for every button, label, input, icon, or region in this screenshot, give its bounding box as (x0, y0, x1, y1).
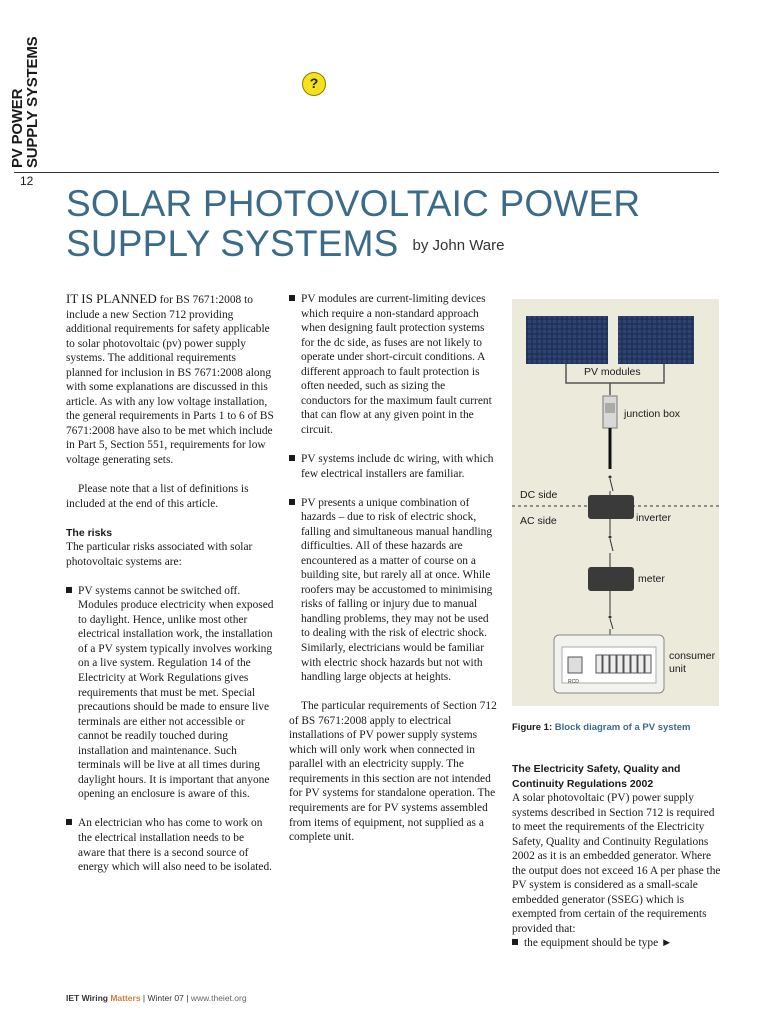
risk-bullet-1: PV systems cannot be switched off. Modules produce electricity when exposed to daylight. Hence, unlike most other electrical installation work, the installation of a PV system typically involves working on a live system. Regulation 14 of the Electricity at Work Regulations gives requirements that must be met. Special precautions should be made to ensure live terminals are either not accessible or cannot be readily touched during installation and maintenance. Such terminals will be live at all times during daylight hours. It is important that anyone opening an enclosure is aware of this. (78, 584, 274, 801)
footer-sep: | (140, 993, 148, 1003)
list-item (289, 496, 497, 685)
risk-bullet-4: PV systems include dc wiring, with which few electrical installers are familiar. (301, 452, 494, 480)
esqcr-heading-line1: The Electricity Safety, Quality and (512, 763, 681, 775)
list-item (512, 936, 724, 951)
ac-side-label: AC side (520, 515, 557, 527)
intro-paragraph (66, 292, 274, 468)
definitions-note: Please note that a list of definitions is included at the end of this article. (66, 483, 249, 510)
junction-box-label: junction box (624, 408, 681, 420)
dc-side-label: DC side (520, 489, 558, 501)
risk-bullet-3: PV modules are current-limiting devices which require a non-standard approach when designing fault protection systems for the dc side, as fuses are not likely to operate under short-circuit conditions. A different approach to fault protection is often needed, such as sizing the conductors for the maximum fault current that can flow at any given point in the circuit. (301, 293, 492, 436)
figure-caption (512, 722, 722, 733)
footer-issue: Winter 07 (147, 993, 184, 1003)
bullet-square-icon (66, 587, 72, 593)
risks-heading: The risks (66, 526, 113, 539)
list-item (289, 452, 497, 481)
intro-text: for BS 7671:2008 to include a new Section 712 providing additional requirements for safety applicable to solar photovoltaic (pv) power supply systems. The additional requirements planned for inclusion in BS 7671:2008 along with some explanations are discussed in this article. As with any low voltage installation, the general requirements in Parts 1 to 6 of BS 7671:2008 have also to be met which include in Part 5, Section 551, requirements for low voltage generating sets. (66, 294, 274, 467)
bullet-square-icon (512, 939, 518, 945)
footer-brand: IET Wiring (66, 993, 108, 1003)
question-icon: ? (302, 72, 326, 96)
unit-label: unit (669, 663, 686, 675)
header-rule (14, 172, 719, 173)
esqcr-paragraph: A solar photovoltaic (PV) power supply systems described in Section 712 is required to meet the requirements of the Electricity Safety, Quality and Continuity Regulations 2002 as it is an embedded generator. Where the output does not exceed 16 A per phase the PV system is considered as a small-scale embedded generator (SSEG) which is exempted from certain of the requirements provided that: (512, 792, 721, 935)
esqcr-heading (512, 762, 724, 791)
risk-bullet-2: An electrician who has come to work on the electrical installation needs to be aware that there is a second source of energy which will also need to be isolated. (78, 817, 273, 874)
title-line2: SUPPLY SYSTEMS (66, 223, 399, 264)
section-tag-line1: PV POWER (9, 88, 26, 168)
title-line1: SOLAR PHOTOVOLTAIC POWER (66, 183, 641, 224)
column-1 (66, 292, 274, 889)
inverter-box (588, 495, 634, 519)
byline: by John Ware (412, 237, 505, 254)
figure-block-diagram (512, 299, 719, 706)
esqcr-bullet: the equipment should be type ► (524, 937, 673, 950)
list-item (66, 584, 274, 802)
column-2 (289, 292, 497, 859)
bullet-square-icon (66, 819, 72, 825)
meter-label: meter (638, 573, 665, 585)
bullet-square-icon (289, 499, 295, 505)
consumer-label: consumer (669, 650, 716, 662)
bullet-square-icon (289, 295, 295, 301)
esqcr-heading-line2: Continuity Regulations 2002 (512, 777, 654, 790)
caption-text: Block diagram of a PV system (554, 722, 691, 733)
section-tag (10, 36, 50, 168)
section-tag-line2: SUPPLY SYSTEMS (24, 36, 41, 168)
rcd-label: RCD (568, 679, 579, 685)
page-footer (66, 993, 247, 1003)
risks-intro: The particular risks associated with solar photovoltaic systems are: (66, 541, 253, 568)
footer-url[interactable]: www.theiet.org (190, 993, 247, 1003)
bullet-square-icon (289, 455, 295, 461)
page-number: 12 (20, 174, 34, 188)
caption-label: Figure 1: (512, 722, 553, 733)
inverter-label: inverter (636, 512, 672, 524)
footer-brand-accent: Matters (110, 993, 141, 1003)
pv-diagram (512, 299, 719, 706)
pv-panel-right (618, 316, 694, 364)
column-3 (512, 762, 724, 951)
lead-caps: IT IS PLANNED (66, 291, 157, 306)
article-title (66, 184, 726, 266)
meter-box (588, 567, 634, 591)
risk-bullet-5: PV presents a unique combination of hazards – due to risk of electric shock, falling and simultaneous manual handling difficulties. All of these hazards are encountered as a matter of course on a building site, but rarely all at once. While roofers may be accustomed to minimising risks of falling or injury due to manual handling problems, they may not be used to dealing with the risk of electric shock. Similarly, electricians would be familiar with electric shock hazards but not with handling large objects at heights. (301, 496, 493, 684)
list-item (289, 292, 497, 437)
section-712-paragraph: The particular requirements of Section 712 of BS 7671:2008 apply to electrical installations of PV power supply systems which will only work when connected in parallel with an electricity supply. The requirements in this section are not intended for PV systems for standalone operation. The requirements are for PV systems assembled from items of equipment, not supplied as a complete unit. (289, 700, 497, 844)
list-item (66, 816, 274, 874)
pv-modules-label: PV modules (584, 366, 641, 378)
breaker-row (596, 655, 651, 673)
footer-sep: | (183, 993, 191, 1003)
pv-panel-left (526, 316, 608, 364)
